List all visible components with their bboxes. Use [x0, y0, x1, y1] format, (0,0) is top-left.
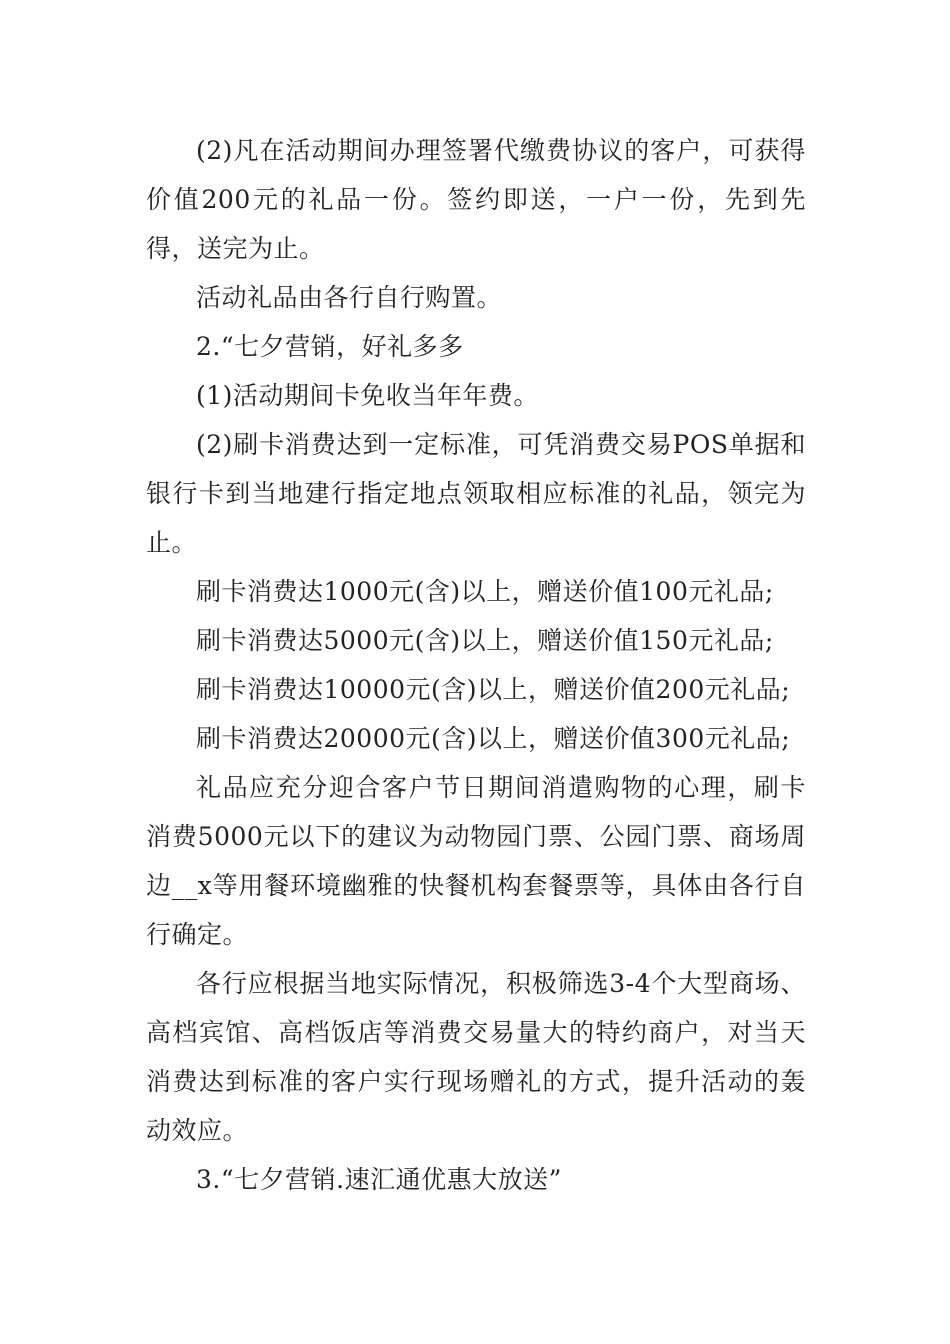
list-item-tier-10000: 刷卡消费达10000元(含)以上，赠送价值200元礼品; — [196, 675, 791, 704]
section-heading-2: 2.“七夕营销，好礼多多 — [196, 332, 464, 361]
paragraph-annual-fee: (1)活动期间卡免收当年年费。 — [196, 381, 539, 410]
paragraph-gift-suggestion: 礼品应充分迎合客户节日期间消遣购物的心理，刷卡消费5000元以下的建议为动物园门票、公园门票、商场周边__x等用餐环境幽雅的快餐机构套餐票等，具体由各行自行确定。 — [146, 773, 806, 949]
list-item-tier-20000: 刷卡消费达20000元(含)以上，赠送价值300元礼品; — [196, 724, 791, 753]
paragraph-gift-signing: (2)凡在活动期间办理签署代缴费协议的客户，可获得价值200元的礼品一份。签约即送，一户一份，先到先得，送完为止。 — [146, 136, 806, 263]
paragraph-merchant-selection: 各行应根据当地实际情况，积极筛选3-4个大型商场、高档宾馆、高档饭店等消费交易量大的特约商户，对当天消费达到标准的客户实行现场赠礼的方式，提升活动的轰动效应。 — [146, 969, 806, 1145]
paragraph-gift-purchase: 活动礼品由各行自行购置。 — [196, 283, 503, 312]
document-body — [146, 126, 806, 1204]
paragraph-consumption-standard: (2)刷卡消费达到一定标准，可凭消费交易POS单据和银行卡到当地建行指定地点领取相应标准的礼品，领完为止。 — [146, 430, 806, 557]
list-item-tier-5000: 刷卡消费达5000元(含)以上，赠送价值150元礼品; — [196, 626, 774, 655]
section-heading-3: 3.“七夕营销.速汇通优惠大放送” — [196, 1165, 562, 1194]
list-item-tier-1000: 刷卡消费达1000元(含)以上，赠送价值100元礼品; — [196, 577, 774, 606]
